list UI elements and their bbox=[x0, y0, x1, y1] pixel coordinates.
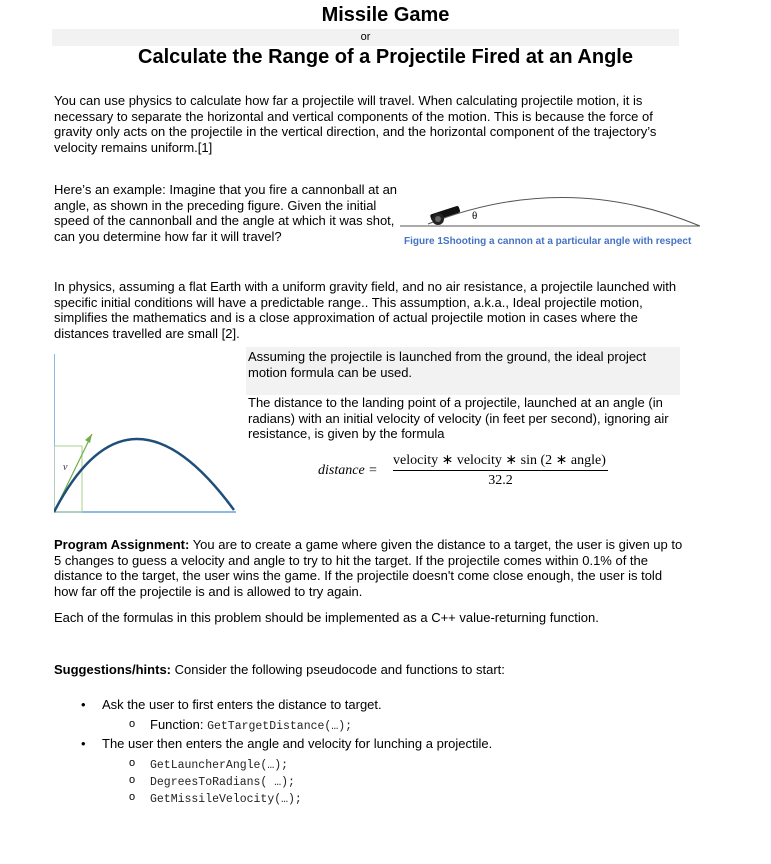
bullet-marker: • bbox=[81, 697, 86, 712]
sub-list-item bbox=[150, 773, 295, 789]
function-code: GetMissileVelocity(…); bbox=[150, 793, 302, 806]
sub-list-item bbox=[150, 717, 352, 733]
page-title: Missile Game bbox=[321, 4, 450, 26]
velocity-arrowhead bbox=[85, 434, 92, 443]
function-code: DegreesToRadians( …); bbox=[150, 776, 295, 789]
physics-paragraph: In physics, assuming a flat Earth with a uniform gravity field, and no air resistance, a projectile launched with specific initial conditions will have a predictable range.. This assumption, a.k.a., Ideal projectile motion, simplifies the mathematics and is a close approximation of actual projectile motion in cases where the distances travelled are small [2]. bbox=[54, 279, 677, 341]
function-code: GetLauncherAngle(…); bbox=[150, 759, 289, 772]
sub-bullet-marker: o bbox=[129, 718, 136, 730]
hints-text: Consider the following pseudocode and functions to start: bbox=[171, 662, 505, 677]
sub-list-item bbox=[150, 790, 302, 806]
formula-intro-box bbox=[246, 347, 680, 395]
formula-description: The distance to the landing point of a projectile, launched at an angle (in radians) with an initial velocity of velocity (in feet per second), ignoring air resistance, is given by the formula bbox=[248, 395, 669, 441]
assignment-paragraph bbox=[54, 537, 684, 599]
cannon-icon bbox=[430, 206, 461, 225]
formula-intro-text: Assuming the projectile is launched from the ground, the ideal project motion formula can be used. bbox=[248, 349, 647, 380]
formulas-note: Each of the formulas in this problem should be implemented as a C++ value-returning function. bbox=[54, 610, 599, 625]
projectile-curve bbox=[54, 439, 234, 512]
formula-lhs: distance = bbox=[318, 463, 378, 478]
formula-numerator: velocity ∗ velocity ∗ sin (2 ∗ angle) bbox=[393, 453, 606, 468]
theta-label: θ bbox=[472, 210, 478, 222]
intro-paragraph: You can use physics to calculate how far a projectile will travel. When calculating projectile motion, it is necessary to separate the horizontal and vertical components of the motion. This is because the force of gravity only acts on the projectile in the vertical direction, and the horizontal component of the trajectory’s velocity remains uniform.[1] bbox=[54, 93, 657, 155]
formula-denominator: 32.2 bbox=[488, 473, 513, 488]
bullet-marker: • bbox=[81, 736, 86, 751]
hints-label: Suggestions/hints: bbox=[54, 662, 171, 677]
sub-item-prefix: Function: bbox=[150, 717, 208, 732]
page-subtitle: Calculate the Range of a Projectile Fired at an Angle bbox=[138, 46, 633, 68]
function-code: GetTargetDistance(…); bbox=[207, 720, 353, 733]
sub-bullet-marker: o bbox=[129, 791, 136, 803]
sub-bullet-marker: o bbox=[129, 757, 136, 769]
list-item: The user then enters the angle and velocity for lunching a projectile. bbox=[102, 736, 493, 751]
hints-paragraph bbox=[54, 662, 694, 678]
fraction-bar bbox=[393, 470, 608, 471]
trajectory-graph bbox=[54, 352, 239, 514]
example-paragraph: Here’s an example: Imagine that you fire a cannonball at an angle, as shown in the preceding figure. Given the initial speed of the cannonball and the angle at which it was shot, can you determine how far it will travel? bbox=[54, 182, 398, 244]
sub-list-item bbox=[150, 756, 288, 772]
assignment-text: You are to create a game where given the distance to a target, the user is given up to 5 changes to guess a velocity and angle to try to hit the target. If the projectile comes within 0.1% of the distance to the target, the user wins the game. If the projectile doesn't come close enough, the user is told how far off the projectile is and is allowed to try again. bbox=[54, 537, 683, 599]
list-item: Ask the user to first enters the distance to target. bbox=[102, 697, 382, 712]
trajectory-arc bbox=[428, 197, 700, 226]
velocity-label: v bbox=[63, 462, 68, 473]
cannon-figure bbox=[400, 188, 710, 236]
figure-caption: Figure 1Shooting a cannon at a particular angle with respect bbox=[404, 236, 692, 247]
sub-bullet-marker: o bbox=[129, 774, 136, 786]
or-separator: or bbox=[52, 29, 679, 46]
assignment-label: Program Assignment: bbox=[54, 537, 190, 552]
